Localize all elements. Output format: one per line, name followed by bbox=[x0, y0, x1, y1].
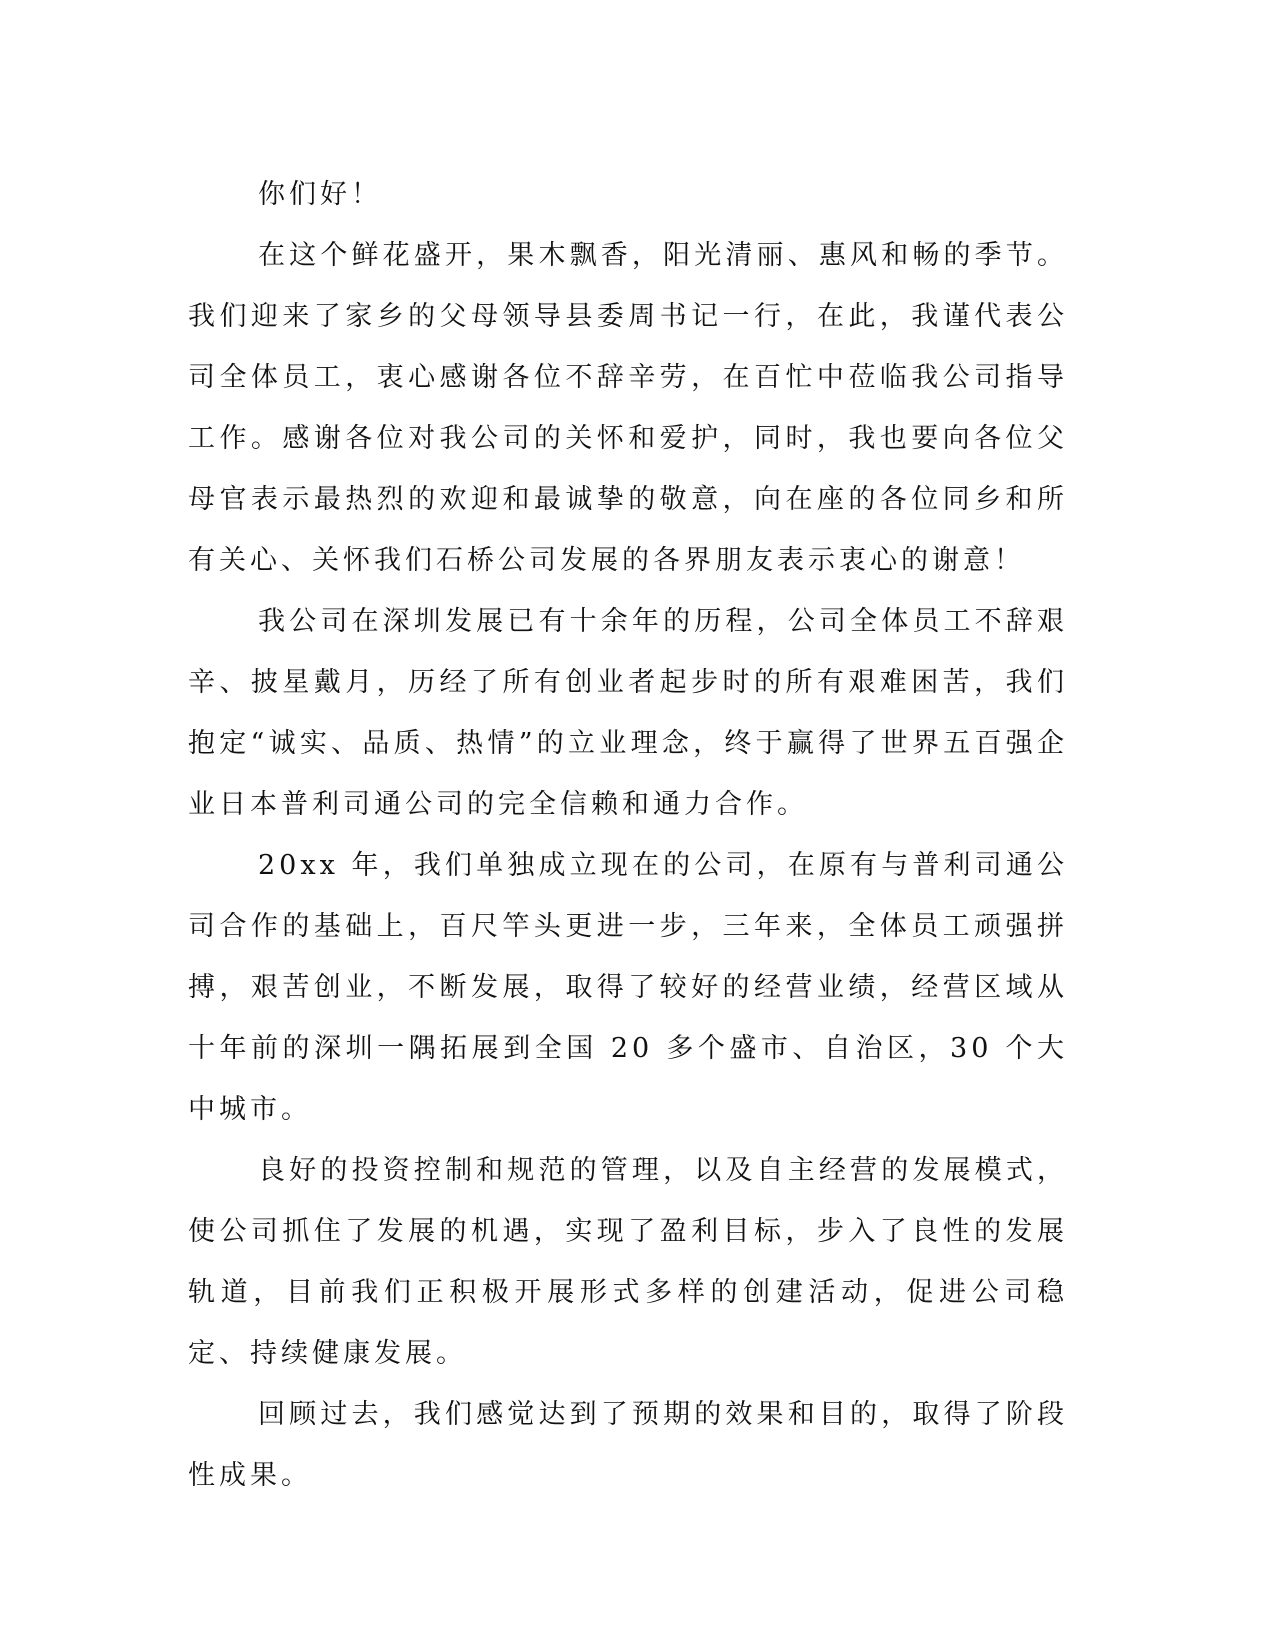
paragraph-founding: 20xx 年，我们单独成立现在的公司，在原有与普利司通公司合作的基础上，百尺竿头更进一步，三年来，全体员工顽强拼搏，艰苦创业，不断发展，取得了较好的经营业绩，经营区域从十年前的深圳一隅拓展到全国 20 多个盛市、自治区，30 个大中城市。 bbox=[188, 850, 1068, 1125]
document-body bbox=[188, 164, 1068, 1506]
paragraph-welcome: 在这个鲜花盛开，果木飘香，阳光清丽、惠风和畅的季节。我们迎来了家乡的父母领导县委周书记一行，在此，我谨代表公司全体员工，衷心感谢各位不辞辛劳，在百忙中莅临我公司指导工作。感谢各位对我公司的关怀和爱护，同时，我也要向各位父母官表示最热烈的欢迎和最诚挚的敬意，向在座的各位同乡和所有关心、关怀我们石桥公司发展的各界朋友表示衷心的谢意！ bbox=[188, 240, 1068, 576]
paragraph-management: 良好的投资控制和规范的管理，以及自主经营的发展模式，使公司抓住了发展的机遇，实现了盈利目标，步入了良性的发展轨道，目前我们正积极开展形式多样的创建活动，促进公司稳定、持续健康发展。 bbox=[188, 1155, 1068, 1369]
paragraph-greeting: 你们好！ bbox=[258, 179, 382, 210]
paragraph-history: 我公司在深圳发展已有十余年的历程，公司全体员工不辞艰辛、披星戴月，历经了所有创业者起步时的所有艰难困苦，我们抱定“诚实、品质、热情”的立业理念，终于赢得了世界五百强企业日本普利司通公司的完全信赖和通力合作。 bbox=[188, 606, 1068, 820]
paragraph-review: 回顾过去，我们感觉达到了预期的效果和目的，取得了阶段性成果。 bbox=[188, 1399, 1068, 1491]
